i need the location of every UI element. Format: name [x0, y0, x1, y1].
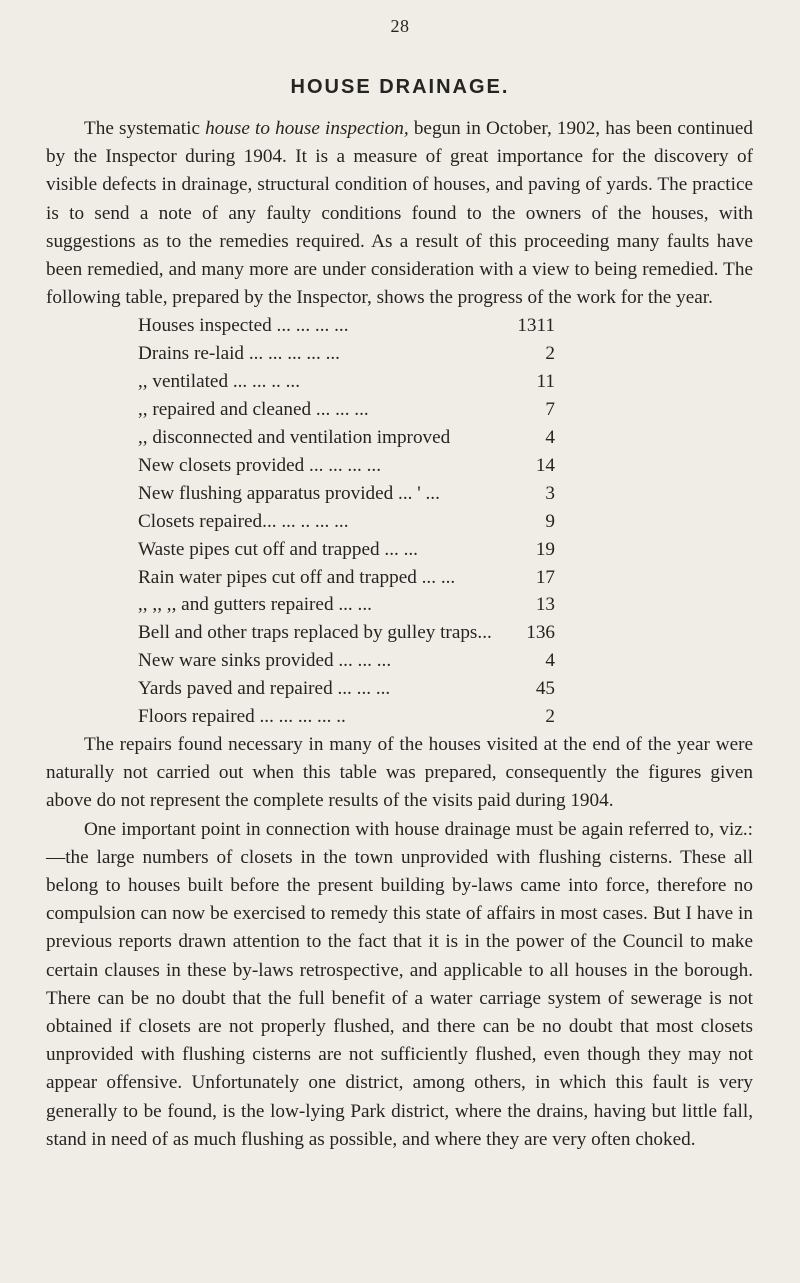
row-label: Bell and other traps replaced by gulley traps... [138, 622, 492, 644]
page-number: 28 [390, 16, 410, 36]
table-row [138, 396, 555, 424]
row-label: New closets provided ... ... ... ... [138, 454, 382, 476]
table-row [138, 340, 555, 368]
table-row [138, 452, 555, 480]
paragraph-flushing-cisterns: One important point in connection with house drainage must be again referred to, viz.:—the large numbers of closets in the town unprovided with flushing cisterns. These all belong to houses built before the present building by-laws came into force, therefore no compulsion can now be exercised to remedy this state of affairs in most cases. But I have in previous reports drawn attention to the fact that it is in the power of the Council to make certain clauses in these by-laws retrospective, and applicable to all houses in the borough. There can be no doubt that the full benefit of a water carriage system of sewerage is not obtained if closets are not properly flushed, and there can be no doubt that most closets unprovided with flushing cisterns are not sufficiently flushed, even though they may not appear offensive. Unfortunately one district, among others, in which this fault is very generally to be found, is the low-lying Park district, where the drains, having but little fall, stand in need of as much flushing as possible, and where they are very often choked. [46, 818, 753, 1150]
intro-text-rest: begun in October, 1902, has been continued by the Inspector during 1904. It is a measure of great importance for the discovery of visible defects in drainage, structural condition of houses, and paving of yards. The practice is to send a note of any faulty conditions found to the owners of the houses, with suggestions as to the remedies required. As a result of this proceeding many faults have been remedied, and many more are under consideration with a view to being remedied. The following table, prepared by the Inspector, shows the progress of the work for the year. [46, 118, 753, 309]
table-row [138, 619, 555, 647]
inspection-results-table [138, 312, 555, 731]
paragraph-intro [46, 115, 753, 312]
row-label: New flushing apparatus provided ... ' ... [138, 482, 440, 504]
table-row [138, 647, 555, 675]
table-row [138, 675, 555, 703]
row-label: ,, repaired and cleaned ... ... ... [138, 399, 369, 421]
row-value: 9 [545, 510, 555, 532]
table-row [138, 312, 555, 340]
row-value: 14 [535, 454, 555, 476]
row-value: 136 [526, 622, 555, 644]
table-row [138, 536, 555, 564]
intro-text-start: The systematic [84, 118, 206, 139]
row-value: 13 [535, 594, 555, 616]
row-value: 45 [535, 678, 555, 700]
body-text [46, 115, 753, 1154]
row-value: 11 [536, 371, 555, 393]
row-value: 2 [545, 706, 555, 728]
row-value: 4 [545, 650, 555, 672]
row-value: 1311 [517, 315, 555, 337]
row-label: New ware sinks provided ... ... ... [138, 650, 392, 672]
table-row [138, 703, 555, 731]
table-row [138, 480, 555, 508]
row-value: 4 [545, 427, 555, 449]
row-label: ,, disconnected and ventilation improved [138, 427, 451, 449]
row-label: ,, ventilated ... ... .. ... [138, 371, 300, 393]
section-heading: HOUSE DRAINAGE. [290, 76, 510, 98]
row-label: ,, ,, ,, and gutters repaired ... ... [138, 594, 372, 616]
row-value: 7 [545, 399, 555, 421]
row-label: Houses inspected ... ... ... ... [138, 315, 349, 337]
table-row [138, 508, 555, 536]
row-label: Waste pipes cut off and trapped ... ... [138, 538, 418, 560]
row-label: Closets repaired... ... .. ... ... [138, 510, 349, 532]
table-row [138, 591, 555, 619]
paragraph-repairs-note: The repairs found necessary in many of the houses visited at the end of the year were naturally not carried out when this table was prepared, consequently the figures given above do not represent the complete results of the visits paid during 1904. [46, 734, 753, 812]
row-value: 19 [535, 538, 555, 560]
table-row [138, 564, 555, 592]
table-row [138, 424, 555, 452]
row-value: 2 [545, 343, 555, 365]
row-value: 3 [545, 482, 555, 504]
row-label: Yards paved and repaired ... ... ... [138, 678, 391, 700]
row-label: Rain water pipes cut off and trapped ... ... [138, 566, 456, 588]
intro-italic-phrase: house to house inspection, [205, 118, 409, 139]
table-row [138, 368, 555, 396]
row-label: Drains re-laid ... ... ... ... ... [138, 343, 340, 365]
row-label: Floors repaired ... ... ... ... .. [138, 706, 346, 728]
row-value: 17 [535, 566, 555, 588]
